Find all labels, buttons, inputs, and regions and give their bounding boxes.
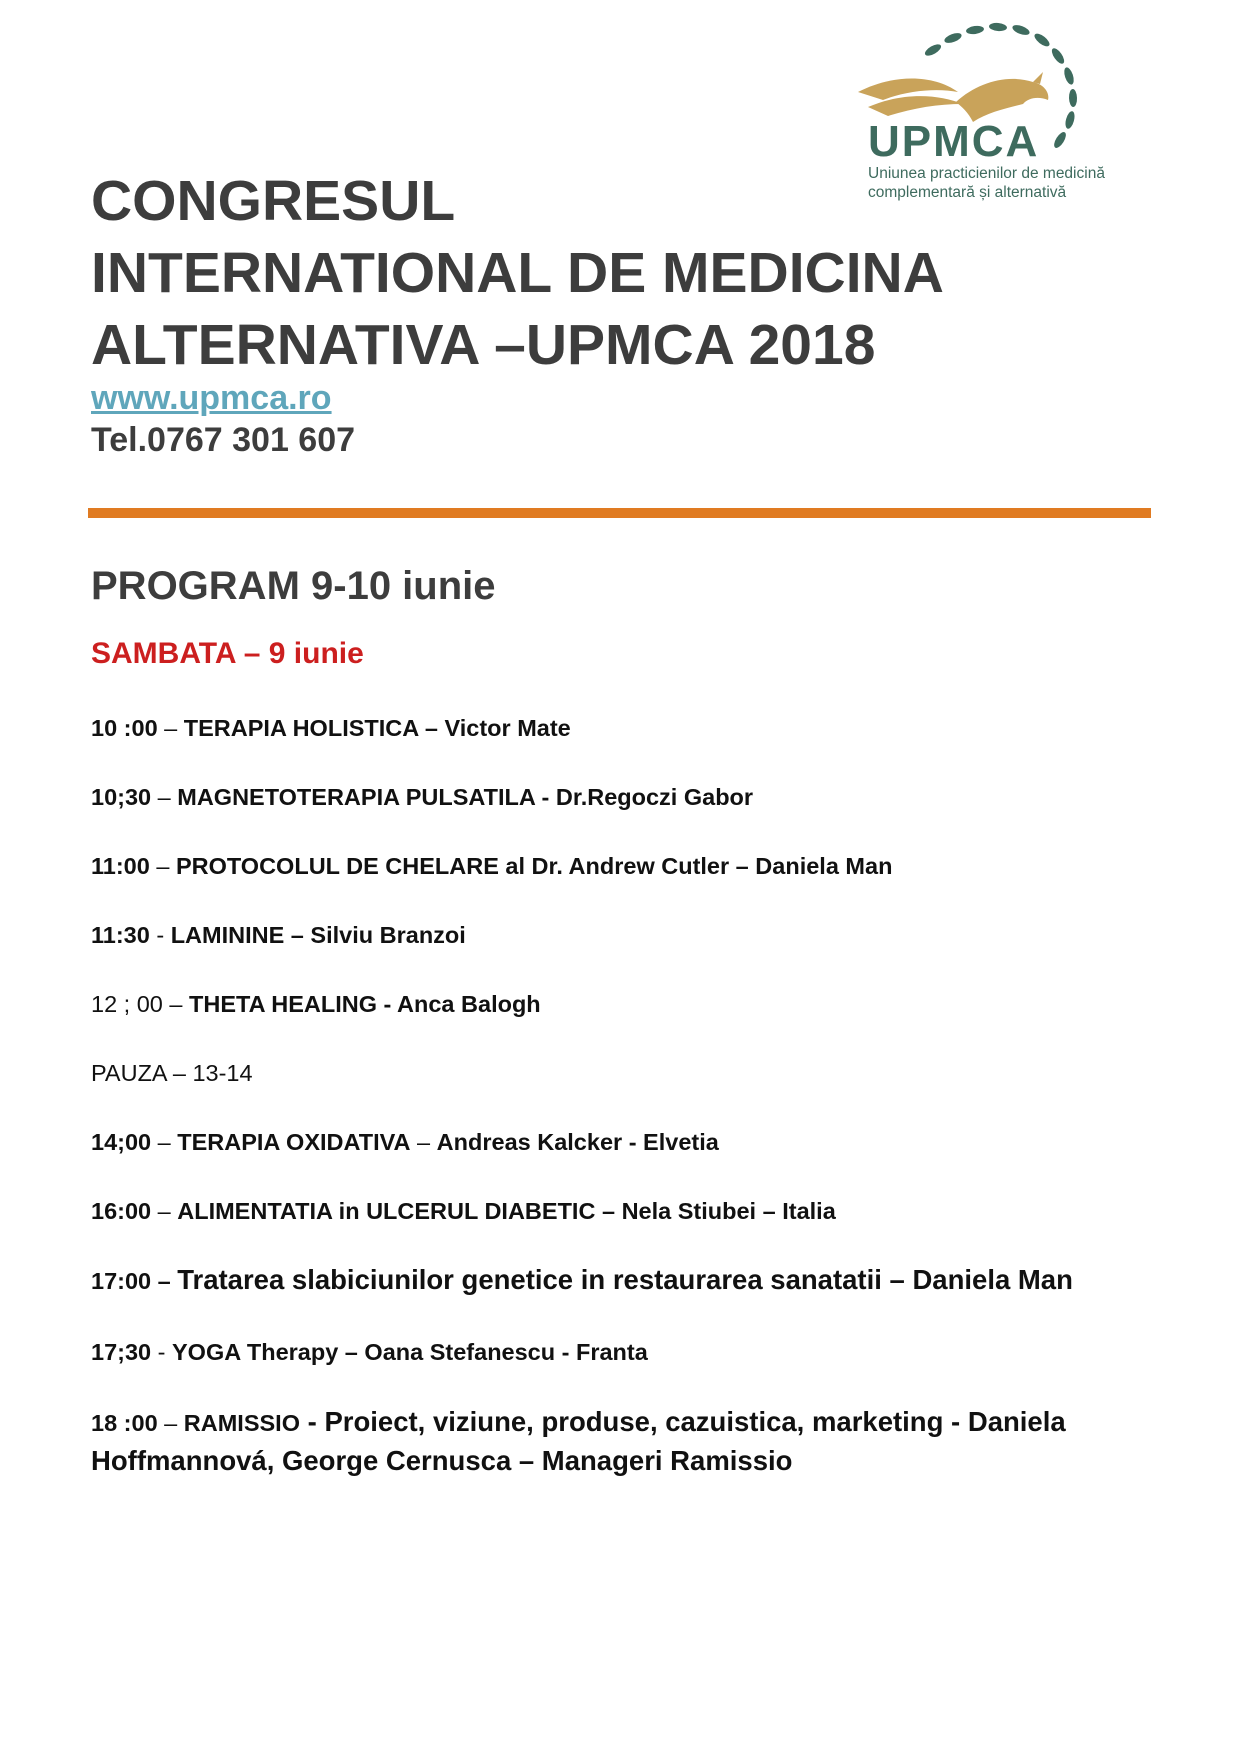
title-line-2: INTERNATIONAL DE MEDICINA <box>91 241 944 305</box>
item-separator: – <box>595 1198 622 1224</box>
item-separator: – <box>729 853 756 879</box>
item-time: 16:00 <box>91 1198 152 1224</box>
schedule-item <box>91 782 753 812</box>
item-separator: – <box>410 1129 437 1155</box>
item-time: 17;30 <box>91 1339 152 1365</box>
item-topic: Tratarea slabiciunilor genetice in restaurarea sanatatii <box>177 1264 882 1295</box>
title-line-1: CONGRESUL <box>91 169 456 233</box>
schedule-break <box>91 1058 253 1088</box>
title-line-3: ALTERNATIVA –UPMCA 2018 <box>91 313 876 377</box>
item-separator: - <box>149 922 171 948</box>
schedule-item <box>91 1127 719 1157</box>
item-separator: – <box>166 1060 193 1086</box>
schedule-item <box>91 1265 1073 1296</box>
item-topic: LAMININE <box>170 922 285 948</box>
schedule-item <box>91 1337 648 1367</box>
item-separator: – <box>418 715 445 741</box>
logo-subtitle-line2: complementară și alternativă <box>868 184 1067 201</box>
item-time: 11:30 <box>91 922 150 948</box>
logo-subtitle-line1: Uniunea practicienilor de medicină <box>868 165 1105 182</box>
website-link[interactable]: www.upmca.ro <box>91 379 332 417</box>
item-separator: – <box>157 715 184 741</box>
congress-title <box>91 165 944 381</box>
schedule-item <box>91 1196 836 1226</box>
schedule-item <box>91 1403 1171 1481</box>
item-time: 18 :00 <box>91 1410 158 1436</box>
item-separator: - <box>151 1339 172 1365</box>
logo-wordmark: UPMCA <box>868 117 1040 166</box>
item-topic: RAMISSIO <box>183 1410 300 1436</box>
item-time: 11:00 <box>91 853 150 879</box>
item-speaker: Daniela Man <box>912 1264 1073 1295</box>
day-heading: SAMBATA – 9 iunie <box>91 637 364 670</box>
item-separator: - <box>300 1406 325 1437</box>
schedule-item <box>91 989 541 1019</box>
item-separator: – <box>162 991 190 1017</box>
item-time: 17:00 <box>91 1268 152 1294</box>
item-topic: PROTOCOLUL DE CHELARE al Dr. Andrew Cutler <box>175 853 730 879</box>
item-speaker: Dr.Regoczi Gabor <box>555 784 754 810</box>
item-separator: - <box>534 784 556 810</box>
item-separator: – <box>151 784 178 810</box>
item-time: 10 :00 <box>91 715 158 741</box>
item-speaker: Daniela Man <box>755 853 893 879</box>
break-hours: 13-14 <box>192 1060 253 1086</box>
item-separator: – <box>151 1268 178 1294</box>
item-topic: YOGA Therapy <box>172 1339 339 1365</box>
program-heading: PROGRAM 9-10 iunie <box>91 564 496 608</box>
item-separator: – <box>149 853 176 879</box>
item-speaker: Proiect, viziune, produse, cazuistica, marketing - Daniela Hoffmannová, George Cernusca – Manageri Ramissio <box>91 1406 1066 1476</box>
break-label: PAUZA <box>91 1060 167 1086</box>
item-separator: – <box>157 1410 184 1436</box>
item-separator: – <box>338 1339 365 1365</box>
schedule-item <box>91 920 466 950</box>
item-separator: – <box>881 1264 913 1295</box>
orange-divider <box>88 508 1151 518</box>
item-separator: - <box>377 991 398 1017</box>
item-separator: – <box>151 1129 178 1155</box>
item-separator: – <box>151 1198 178 1224</box>
item-speaker: Oana Stefanescu - Franta <box>364 1339 648 1365</box>
item-speaker: Anca Balogh <box>397 991 541 1017</box>
item-speaker: Silviu Branzoi <box>310 922 466 948</box>
item-topic: TERAPIA HOLISTICA <box>183 715 419 741</box>
item-topic: THETA HEALING <box>189 991 378 1017</box>
item-time: 14;00 <box>91 1129 152 1155</box>
schedule-item <box>91 851 892 881</box>
item-time: 12 ; 00 <box>91 991 163 1017</box>
item-speaker: Nela Stiubei – Italia <box>621 1198 836 1224</box>
item-topic: TERAPIA OXIDATIVA <box>177 1129 411 1155</box>
item-speaker: Andreas Kalcker - Elvetia <box>436 1129 719 1155</box>
schedule-item <box>91 713 571 743</box>
item-time: 10;30 <box>91 784 152 810</box>
item-topic: MAGNETOTERAPIA PULSATILA <box>177 784 535 810</box>
item-topic: ALIMENTATIA in ULCERUL DIABETIC <box>177 1198 596 1224</box>
phone-number: Tel.0767 301 607 <box>91 421 356 459</box>
item-speaker: Victor Mate <box>444 715 571 741</box>
item-separator: – <box>284 922 311 948</box>
